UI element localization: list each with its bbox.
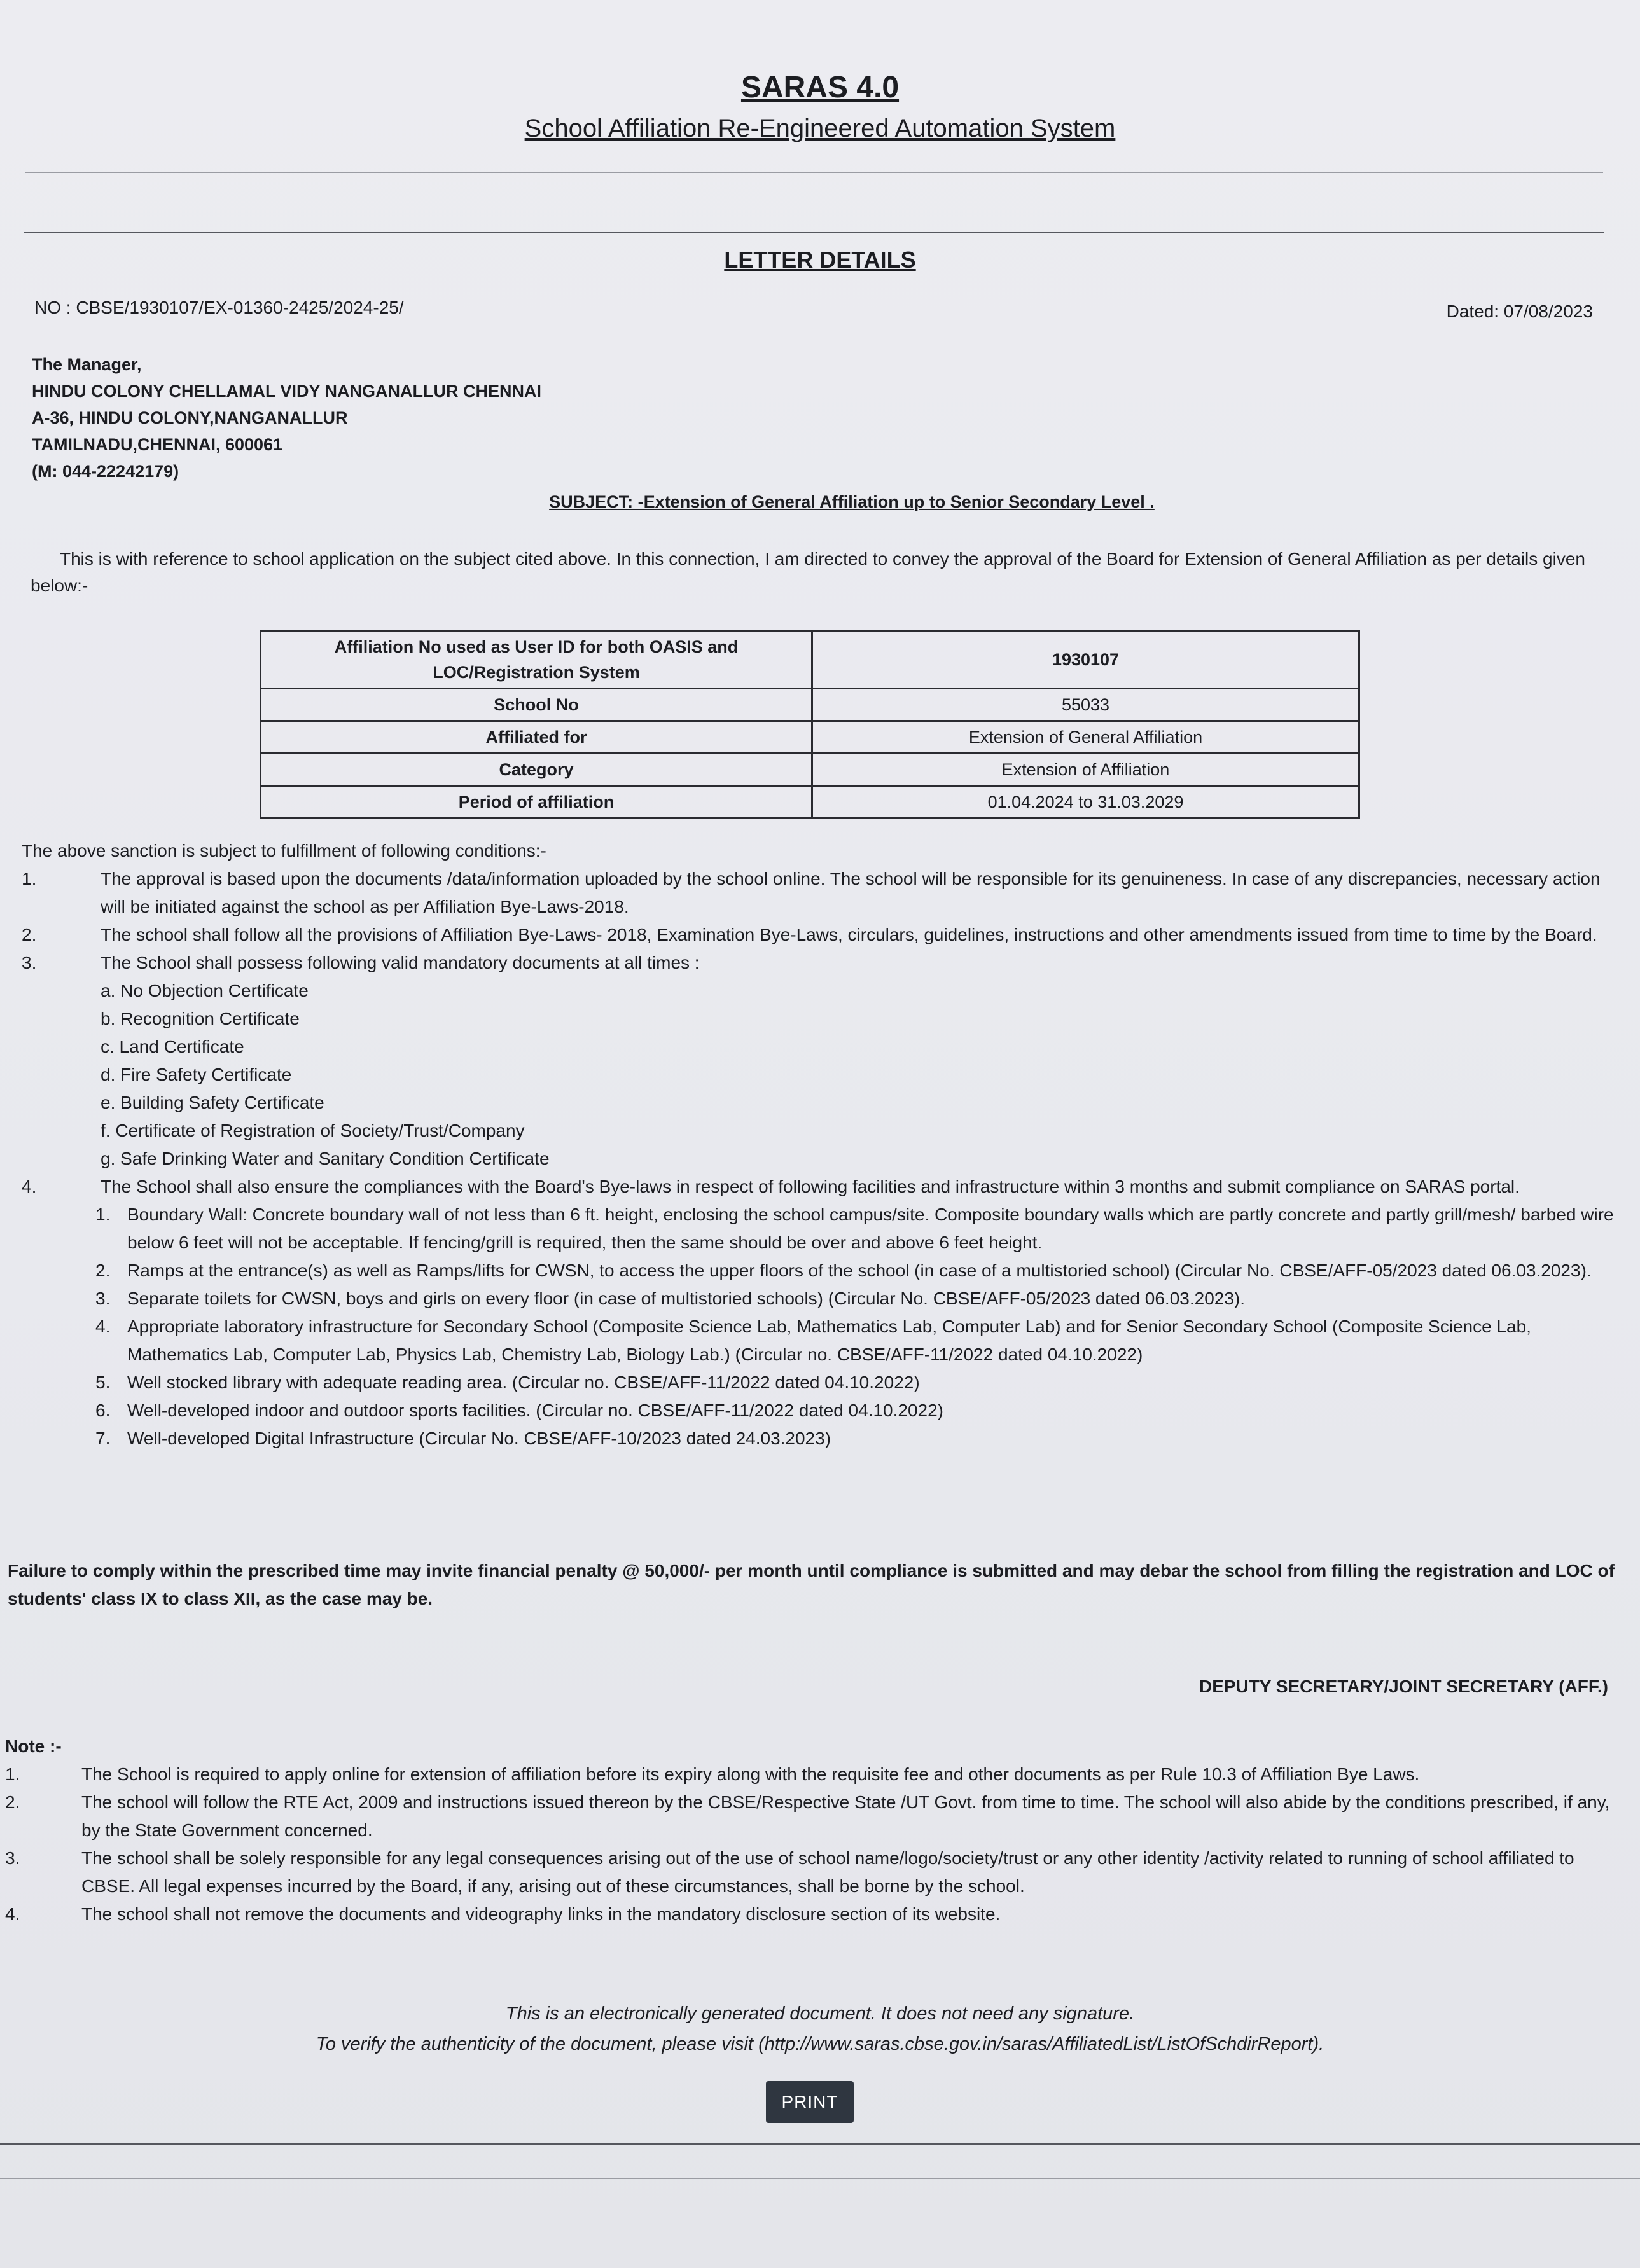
page-title: SARAS 4.0	[740, 71, 900, 104]
condition-number: 3.	[22, 953, 37, 972]
address-line: A-36, HINDU COLONY,NANGANALLUR	[32, 408, 348, 427]
table-label: Category	[261, 754, 812, 786]
table-label: Period of affiliation	[261, 786, 812, 819]
condition-item	[22, 921, 1618, 949]
letter-heading: LETTER DETAILS	[724, 247, 916, 273]
verification-notice: To verify the authenticity of the document, please visit (http://www.saras.cbse.gov.in/saras/AffiliatedList/ListOfSchdirReport).	[316, 2034, 1324, 2054]
condition-text: The approval is based upon the documents /data/information uploaded by the school online. The school will be responsible for its genuineness. In case of any discrepancies, necessary action will be initiated against the school as per Affiliation Bye-Laws-2018.	[101, 869, 1601, 916]
electronic-document-notice: This is an electronically generated document. It does not need any signature.	[505, 2003, 1135, 2024]
print-button[interactable]: PRINT	[766, 2081, 854, 2123]
note-item	[5, 1900, 1615, 1928]
facility-number: 3.	[95, 1289, 111, 1308]
table-value: 01.04.2024 to 31.03.2029	[812, 786, 1359, 819]
facility-text: Well-developed indoor and outdoor sports facilities. (Circular no. CBSE/AFF-11/2022 dated 04.10.2022)	[127, 1400, 944, 1420]
facility-text: Separate toilets for CWSN, boys and girls on every floor (in case of multistoried schools) (Circular No. CBSE/AFF-05/2023 dated 06.03.2023).	[127, 1289, 1246, 1308]
subject-line: SUBJECT: -Extension of General Affiliation up to Senior Secondary Level .	[549, 492, 1155, 511]
facility-text: Appropriate laboratory infrastructure for Secondary School (Composite Science Lab, Mathematics Lab, Computer Lab) and for Senior Secondary School (Composite Science Lab, Mathematics Lab, Computer Lab, Physics Lab, Chemistry Lab, Biology Lab.) (Circular no. CBSE/AFF-11/2022 dated 04.10.2022)	[127, 1317, 1531, 1364]
facility-number: 5.	[95, 1373, 111, 1392]
footer-divider-light	[0, 2178, 1640, 2179]
conditions-section	[22, 837, 1618, 1453]
header-divider-light	[25, 172, 1603, 173]
facility-number: 4.	[95, 1317, 111, 1336]
affiliation-details-table	[260, 630, 1360, 819]
note-number: 4.	[5, 1904, 20, 1924]
letter-date: Dated: 07/08/2023	[1446, 301, 1593, 321]
facility-number: 6.	[95, 1400, 111, 1420]
table-row	[261, 754, 1359, 786]
note-item	[5, 1760, 1615, 1788]
note-number: 1.	[5, 1764, 20, 1784]
condition-number: 4.	[22, 1177, 37, 1196]
facility-text: Well-developed Digital Infrastructure (Circular No. CBSE/AFF-10/2023 dated 24.03.2023)	[127, 1428, 831, 1448]
note-number: 3.	[5, 1848, 20, 1868]
facility-list	[22, 1201, 1618, 1453]
document-item: b. Recognition Certificate	[101, 1009, 300, 1028]
facility-item	[22, 1369, 1618, 1397]
facility-item	[22, 1313, 1618, 1369]
document-item: c. Land Certificate	[101, 1037, 244, 1056]
condition-text: The School shall also ensure the compliances with the Board's Bye-laws in respect of following facilities and infrastructure within 3 months and submit compliance on SARAS portal.	[101, 1177, 1520, 1196]
penalty-notice: Failure to comply within the prescribed time may invite financial penalty @ 50,000/- per month until compliance is submitted and may debar the school from filling the registration and LOC of students' class IX to class XII, as the case may be.	[8, 1561, 1615, 1608]
table-value: 55033	[812, 689, 1359, 721]
condition-text: The school shall follow all the provisions of Affiliation Bye-Laws- 2018, Examination Bye-Laws, circulars, guidelines, instructions and other amendments issued from time to time by the Board.	[101, 925, 1597, 944]
table-row	[261, 786, 1359, 819]
address-line: TAMILNADU,CHENNAI, 600061	[32, 435, 283, 454]
table-label: School No	[261, 689, 812, 721]
document-item: a. No Objection Certificate	[101, 981, 309, 1000]
note-text: The school shall not remove the documents and videography links in the mandatory disclosure section of its website.	[81, 1904, 1001, 1924]
facility-item	[22, 1425, 1618, 1453]
condition-item	[22, 949, 1618, 977]
address-line: (M: 044-22242179)	[32, 462, 179, 481]
notes-section	[5, 1732, 1615, 1928]
signatory: DEPUTY SECRETARY/JOINT SECRETARY (AFF.)	[1199, 1677, 1608, 1696]
note-number: 2.	[5, 1792, 20, 1812]
facility-text: Boundary Wall: Concrete boundary wall of not less than 6 ft. height, enclosing the school campus/site. Composite boundary walls which are partly concrete and partly grill/mesh/ barbed wire below 6 feet will not be acceptable. If fencing/grill is required, then the same should be over and above 6 feet height.	[127, 1205, 1614, 1252]
footer-divider-dark	[0, 2143, 1640, 2145]
table-label: Affiliation No used as User ID for both OASIS and LOC/Registration System	[261, 631, 812, 689]
recipient-address	[32, 351, 541, 485]
table-label: Affiliated for	[261, 721, 812, 754]
condition-item	[22, 1173, 1618, 1201]
document-item: d. Fire Safety Certificate	[101, 1065, 292, 1084]
table-row	[261, 721, 1359, 754]
note-text: The school will follow the RTE Act, 2009 and instructions issued thereon by the CBSE/Respective State /UT Govt. from time to time. The school will also abide by the conditions prescribed, if any, by the State Government concerned.	[81, 1792, 1610, 1840]
address-line: The Manager,	[32, 355, 142, 374]
facility-item	[22, 1201, 1618, 1257]
document-item: f. Certificate of Registration of Society/Trust/Company	[101, 1121, 525, 1140]
conditions-intro: The above sanction is subject to fulfillment of following conditions:-	[22, 841, 546, 861]
notes-heading: Note :-	[5, 1736, 62, 1756]
note-item	[5, 1844, 1615, 1900]
header-divider-dark	[24, 232, 1604, 233]
facility-item	[22, 1285, 1618, 1313]
facility-number: 2.	[95, 1261, 111, 1280]
condition-item	[22, 865, 1618, 921]
facility-text: Well stocked library with adequate reading area. (Circular no. CBSE/AFF-11/2022 dated 04.10.2022)	[127, 1373, 920, 1392]
facility-item	[22, 1257, 1618, 1285]
table-row	[261, 631, 1359, 689]
reference-number: NO : CBSE/1930107/EX-01360-2425/2024-25/	[34, 298, 404, 317]
condition-text: The School shall possess following valid mandatory documents at all times :	[101, 953, 700, 972]
table-value: Extension of Affiliation	[812, 754, 1359, 786]
facility-item	[22, 1397, 1618, 1425]
page-subtitle: School Affiliation Re-Engineered Automation System	[524, 114, 1116, 142]
condition-number: 2.	[22, 925, 37, 944]
document-list	[22, 977, 1618, 1173]
table-value: Extension of General Affiliation	[812, 721, 1359, 754]
facility-number: 7.	[95, 1428, 111, 1448]
address-line: HINDU COLONY CHELLAMAL VIDY NANGANALLUR CHENNAI	[32, 382, 542, 401]
note-text: The school shall be solely responsible for any legal consequences arising out of the use of school name/logo/society/trust or any other identity /activity related to running of school affiliated to CBSE. All legal expenses incurred by the Board, if any, arising out of these circumstances, shall be borne by the school.	[81, 1848, 1574, 1896]
facility-number: 1.	[95, 1205, 111, 1224]
note-text: The School is required to apply online for extension of affiliation before its expiry along with the requisite fee and other documents as per Rule 10.3 of Affiliation Bye Laws.	[81, 1764, 1420, 1784]
table-row	[261, 689, 1359, 721]
document-item: g. Safe Drinking Water and Sanitary Condition Certificate	[101, 1149, 550, 1168]
facility-text: Ramps at the entrance(s) as well as Ramps/lifts for CWSN, to access the upper floors of the school (in case of a multistoried school) (Circular No. CBSE/AFF-05/2023 dated 06.03.2023).	[127, 1261, 1592, 1280]
document-item: e. Building Safety Certificate	[101, 1093, 324, 1112]
note-item	[5, 1788, 1615, 1844]
intro-paragraph: This is with reference to school application on the subject cited above. In this connection, I am directed to convey the approval of the Board for Extension of General Affiliation as per details given below:-	[31, 549, 1585, 595]
condition-number: 1.	[22, 869, 37, 889]
table-value: 1930107	[812, 631, 1359, 689]
